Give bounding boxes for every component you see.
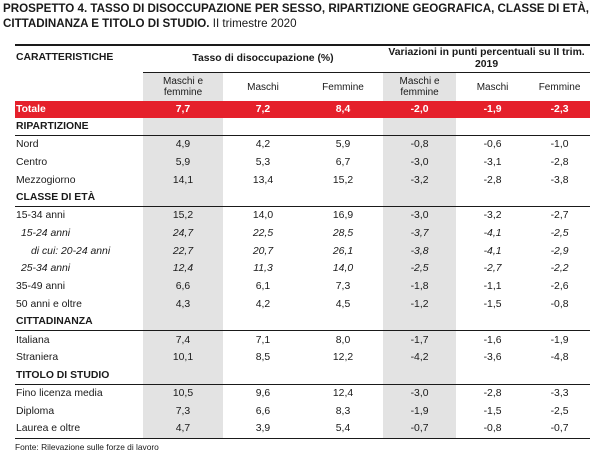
characteristics-header: CARATTERISTICHE	[15, 45, 143, 101]
row-label: di cui: 20-24 anni	[31, 245, 111, 257]
cell: 7,4	[143, 331, 223, 349]
cell: -4,1	[483, 245, 502, 257]
cell: -3,0	[383, 207, 456, 225]
cell: 8,0	[335, 334, 351, 346]
cell: -4,1	[483, 228, 502, 240]
cell: -1,5	[483, 298, 502, 310]
cell: 10,5	[143, 384, 223, 402]
cell: -3,6	[483, 352, 502, 364]
cell: -1,1	[483, 281, 502, 293]
cell: -1,2	[383, 296, 456, 314]
table-row	[15, 296, 590, 314]
section-header-row	[15, 118, 590, 136]
cell: 6,6	[143, 278, 223, 296]
col-header-m-var: Maschi	[476, 81, 509, 93]
cell: -2,8	[483, 174, 502, 186]
table-row	[15, 136, 590, 154]
cell: 20,7	[252, 245, 274, 257]
cell: 5,9	[335, 139, 351, 151]
cell: -0,7	[383, 420, 456, 438]
row-label: Nord	[16, 139, 39, 151]
cell: -0,8	[456, 420, 529, 438]
cell: 22,7	[143, 242, 223, 260]
cell: -1,6	[483, 334, 502, 346]
cell: -3,8	[383, 242, 456, 260]
cell: -3,2	[483, 210, 502, 222]
row-label: Totale	[15, 101, 143, 118]
cell: 8,3	[335, 405, 351, 417]
cell: -1,5	[483, 405, 502, 417]
col-header-f-var: Femmine	[538, 81, 581, 93]
cell: -2,6	[550, 281, 569, 293]
row-label: 50 anni e oltre	[16, 298, 82, 310]
cell: -3,2	[383, 171, 456, 189]
cell: 5,9	[143, 154, 223, 172]
cell: 14,1	[143, 171, 223, 189]
row-label: Straniera	[16, 352, 59, 364]
cell: 11,3	[253, 263, 273, 275]
row-label: Laurea e oltre	[15, 420, 143, 438]
row-label: 15-34 anni	[16, 210, 66, 222]
table-row	[15, 402, 590, 420]
cell: -1,7	[383, 331, 456, 349]
col-header-mf-rate: Maschi e femmine	[143, 73, 223, 102]
cell: 22,5	[252, 228, 274, 240]
cell: -2,7	[550, 210, 569, 222]
table-row	[15, 384, 590, 402]
cell: 6,6	[255, 405, 271, 417]
cell: -4,2	[383, 349, 456, 367]
table-row	[15, 207, 590, 225]
row-label: Mezzogiorno	[16, 174, 76, 186]
row-label: Fino licenza media	[16, 387, 103, 399]
col-header-f-rate: Femmine	[322, 81, 364, 93]
cell: -3,3	[550, 387, 569, 399]
header-row-groups	[15, 45, 590, 73]
cell: -2,0	[383, 101, 456, 118]
cell: -3,1	[483, 157, 502, 169]
cell: -1,9	[456, 101, 529, 118]
table-title	[3, 2, 611, 31]
title-period: II trimestre 2020	[212, 16, 297, 30]
cell: -4,8	[550, 352, 569, 364]
cell: 16,9	[332, 210, 354, 222]
section-title: RIPARTIZIONE	[15, 118, 143, 136]
cell: 9,6	[255, 387, 271, 399]
cell: 15,2	[143, 207, 223, 225]
section-header-row	[15, 367, 590, 385]
variation-group-header: Variazioni in punti percentuali su II trim. 2019	[383, 45, 590, 73]
cell: -3,8	[550, 174, 569, 186]
rate-group-header: Tasso di disoccupazione (%)	[143, 45, 383, 73]
table-row	[15, 171, 590, 189]
cell: 14,0	[332, 263, 354, 275]
table-row	[15, 225, 590, 243]
table-row	[15, 260, 590, 278]
cell: 8,4	[303, 101, 383, 118]
cell: 12,2	[332, 352, 354, 364]
cell: -1,0	[550, 139, 569, 151]
row-label: 35-49 anni	[16, 281, 66, 293]
cell: 15,2	[332, 174, 354, 186]
cell: 4,7	[143, 420, 223, 438]
cell: 26,1	[332, 245, 354, 257]
section-title: TITOLO DI STUDIO	[15, 367, 143, 385]
cell: -1,9	[383, 402, 456, 420]
cell: 24,7	[143, 225, 223, 243]
cell: -2,9	[550, 245, 569, 257]
cell: -0,6	[483, 139, 502, 151]
section-header-row	[15, 313, 590, 331]
cell: 7,2	[223, 101, 303, 118]
cell: 4,2	[255, 139, 271, 151]
cell: 7,7	[143, 101, 223, 118]
cell: -2,5	[550, 228, 569, 240]
cell: 4,9	[143, 136, 223, 154]
cell: -2,8	[550, 157, 569, 169]
row-label: Centro	[16, 157, 48, 169]
cell: -2,8	[483, 387, 502, 399]
table-row	[15, 242, 590, 260]
cell: -1,9	[550, 334, 569, 346]
cell: -0,8	[550, 298, 569, 310]
total-row	[15, 101, 590, 118]
cell: -2,5	[383, 260, 456, 278]
cell: 8,5	[255, 352, 271, 364]
title-line-2	[3, 17, 611, 32]
cell: 13,4	[252, 174, 274, 186]
row-label: Diploma	[16, 405, 55, 417]
table-row	[15, 331, 590, 349]
cell: 10,1	[143, 349, 223, 367]
cell: 6,1	[255, 281, 271, 293]
source-note: Fonte: Rilevazione sulle forze di lavoro	[15, 442, 159, 452]
cell: 12,4	[143, 260, 223, 278]
row-label: 25-34 anni	[21, 263, 71, 275]
cell: 5,3	[255, 157, 271, 169]
cell: -3,0	[383, 384, 456, 402]
col-header-mf-var: Maschi e femmine	[383, 73, 456, 102]
cell: -0,7	[529, 420, 590, 438]
cell: 7,3	[143, 402, 223, 420]
section-title: CLASSE DI ETÀ	[15, 189, 143, 207]
cell: -1,8	[383, 278, 456, 296]
unemployment-table	[15, 44, 590, 439]
title-line-2-text: CITTADINANZA E TITOLO DI STUDIO.	[3, 16, 210, 30]
table-row	[15, 278, 590, 296]
row-label: 15-24 anni	[21, 228, 71, 240]
cell: 4,3	[143, 296, 223, 314]
cell: 7,3	[335, 281, 351, 293]
cell: 3,9	[223, 420, 303, 438]
row-label: Italiana	[16, 334, 50, 346]
cell: 4,2	[255, 298, 271, 310]
cell: 7,1	[255, 334, 271, 346]
cell: 12,4	[332, 387, 354, 399]
section-title: CITTADINANZA	[15, 313, 143, 331]
cell: -2,2	[550, 263, 569, 275]
cell: 14,0	[252, 210, 274, 222]
cell: 4,5	[335, 298, 351, 310]
cell: -2,5	[550, 405, 569, 417]
cell: 5,4	[303, 420, 383, 438]
cell: -3,0	[383, 154, 456, 172]
cell: -3,7	[383, 225, 456, 243]
section-header-row	[15, 189, 590, 207]
table-row	[15, 349, 590, 367]
title-line-1: PROSPETTO 4. TASSO DI DISOCCUPAZIONE PER SESSO, RIPARTIZIONE GEOGRAFICA, CLASSE DI ETÀ,	[3, 2, 589, 15]
cell: 6,7	[335, 157, 351, 169]
cell: -2,7	[483, 263, 502, 275]
table-row	[15, 154, 590, 172]
cell: -0,8	[383, 136, 456, 154]
cell: -2,3	[529, 101, 590, 118]
table-row	[15, 420, 590, 438]
cell: 28,5	[332, 228, 354, 240]
col-header-m-rate: Maschi	[247, 81, 279, 93]
